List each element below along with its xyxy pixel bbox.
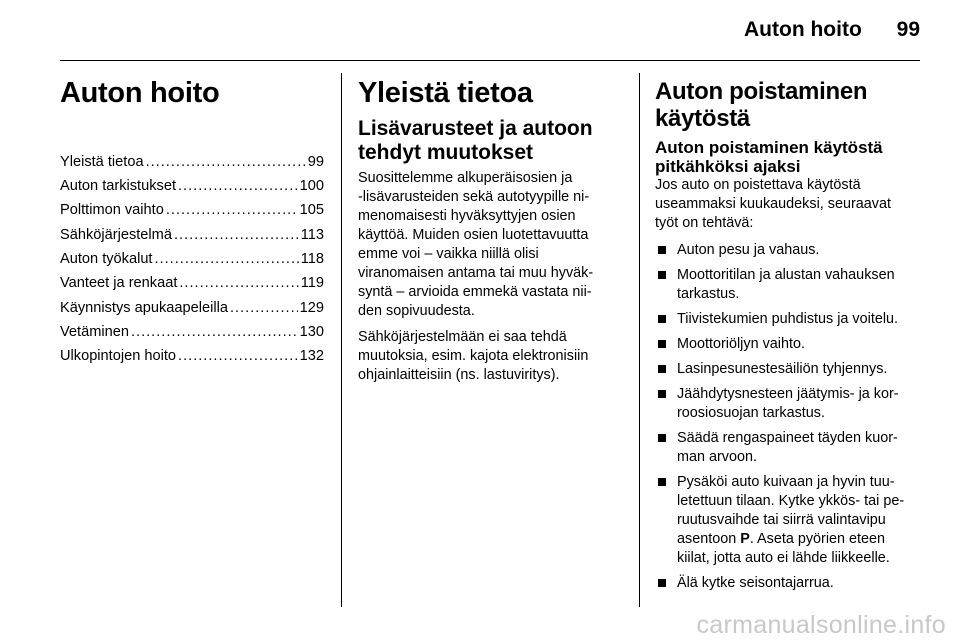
toc-entry[interactable] xyxy=(60,247,324,271)
text-line: tarkastus. xyxy=(677,286,740,303)
toc-entry-page: 129 xyxy=(299,299,324,316)
toc-entry-page: 113 xyxy=(300,226,324,243)
paragraph xyxy=(358,328,626,385)
text-line: Tiivistekumien puhdistus ja voitelu. xyxy=(677,311,899,328)
list-item xyxy=(655,310,923,329)
text-line: viranomaisen antama tai muu hyväk- xyxy=(358,265,594,282)
toc-entry-page: 105 xyxy=(299,202,324,219)
list-item xyxy=(655,360,923,379)
left-column xyxy=(60,78,324,369)
subtitle-line: Lisävarusteet ja autoon xyxy=(358,116,593,140)
middle-column xyxy=(358,78,626,385)
toc-leader-dots xyxy=(230,296,298,320)
toc-entry-label: Auton tarkistukset xyxy=(60,178,176,195)
toc-leader-dots xyxy=(131,320,298,344)
text-line: letettuun tilaan. Kytke ykkös- tai pe- xyxy=(677,493,905,510)
toc-entry-label: Yleistä tietoa xyxy=(60,153,144,170)
toc-leader-dots xyxy=(178,174,298,198)
toc-entry[interactable] xyxy=(60,344,324,368)
text-fragment: . Aseta pyörien eteen xyxy=(749,531,886,548)
text-line: -lisävarusteiden sekä autotyypille ni- xyxy=(358,189,590,206)
list-item xyxy=(655,335,923,354)
list-item xyxy=(655,473,923,568)
toc-entry-label: Vanteet ja renkaat xyxy=(60,275,178,292)
text-line: käyttöä. Muiden osien luotettavuutta xyxy=(358,227,589,244)
text-line: roosiosuojan tarkastus. xyxy=(677,405,825,422)
list-item xyxy=(655,241,923,260)
square-bullet-icon xyxy=(658,340,666,348)
square-bullet-icon xyxy=(658,246,666,254)
list-item xyxy=(655,385,923,423)
toc-entry-label: Polttimon vaihto xyxy=(60,202,164,219)
bold-text: P xyxy=(740,531,750,548)
text-line: muutoksia, esim. kajota elektronisiin xyxy=(358,348,589,365)
text-line: Jäähdytysnesteen jäätymis- ja kor- xyxy=(677,386,899,403)
toc-entry[interactable] xyxy=(60,320,324,344)
toc-entry-label: Käynnistys apukaapeleilla xyxy=(60,299,228,316)
text-line: useammaksi kuukaudeksi, seuraavat xyxy=(655,196,891,213)
text-line: menomaisesti hyväksyttyjen osien xyxy=(358,208,576,225)
square-bullet-icon xyxy=(658,315,666,323)
toc-entry-page: 99 xyxy=(307,153,324,170)
toc-entry-label: Auton työkalut xyxy=(60,251,153,268)
toc-entry-page: 132 xyxy=(299,348,324,365)
toc-leader-dots xyxy=(179,271,298,295)
square-bullet-icon xyxy=(658,478,666,486)
text-line: den sopivuudesta. xyxy=(358,303,475,320)
text-line: työt on tehtävä: xyxy=(655,215,754,232)
running-header-title: Auton hoito xyxy=(744,18,862,41)
toc-entry-page: 100 xyxy=(299,178,324,195)
subtitle-line: Auton poistaminen käytöstä xyxy=(655,138,883,157)
text-line: Pysäköi auto kuivaan ja hyvin tuu- xyxy=(677,474,895,491)
toc-entry-page: 118 xyxy=(300,251,324,268)
column-divider xyxy=(639,73,640,607)
paragraph xyxy=(655,176,923,233)
list-item xyxy=(655,574,923,593)
table-of-contents xyxy=(60,150,324,369)
toc-entry-label: Vetäminen xyxy=(60,323,129,340)
square-bullet-icon xyxy=(658,579,666,587)
toc-entry-page: 119 xyxy=(300,275,324,292)
toc-entry[interactable] xyxy=(60,296,324,320)
paragraph xyxy=(358,169,626,321)
bullet-list xyxy=(655,241,923,593)
title-line: käytöstä xyxy=(655,105,750,132)
chapter-title: Auton hoito xyxy=(60,77,220,109)
toc-entry-label: Sähköjärjestelmä xyxy=(60,226,172,243)
text-line: Älä kytke seisontajarrua. xyxy=(677,575,834,592)
toc-leader-dots xyxy=(174,223,299,247)
list-item xyxy=(655,266,923,304)
text-line: man arvoon. xyxy=(677,449,757,466)
toc-entry[interactable] xyxy=(60,271,324,295)
toc-entry-label: Ulkopintojen hoito xyxy=(60,348,177,365)
text-line: Auton pesu ja vahaus. xyxy=(677,242,820,259)
subtitle-line: pitkähköksi ajaksi xyxy=(655,156,801,176)
toc-leader-dots xyxy=(166,198,298,222)
section-subtitle xyxy=(655,139,923,176)
square-bullet-icon xyxy=(658,390,666,398)
text-fragment: asentoon xyxy=(677,531,741,548)
text-line: Säädä rengaspaineet täyden kuor- xyxy=(677,430,898,447)
section-title xyxy=(655,78,923,132)
toc-entry-page: 130 xyxy=(299,323,324,340)
square-bullet-icon xyxy=(658,271,666,279)
toc-leader-dots xyxy=(178,344,298,368)
title-line: Auton poistaminen xyxy=(655,78,868,105)
text-line: kiilat, jotta auto ei lähde liikkeelle. xyxy=(677,550,890,567)
toc-leader-dots xyxy=(146,150,306,174)
right-column xyxy=(655,78,923,599)
text-line: Suosittelemme alkuperäisosien ja xyxy=(358,170,573,187)
text-line: ohjainlaitteisiin (ns. lastuviritys). xyxy=(358,367,560,384)
toc-entry[interactable] xyxy=(60,150,324,174)
text-line: Moottoritilan ja alustan vahauksen xyxy=(677,267,895,284)
section-title: Yleistä tietoa xyxy=(358,77,533,109)
square-bullet-icon xyxy=(658,434,666,442)
watermark: carmanualsonline.info xyxy=(696,611,946,639)
toc-entry[interactable] xyxy=(60,223,324,247)
subtitle-line: tehdyt muutokset xyxy=(358,141,534,165)
header-rule xyxy=(60,60,920,61)
toc-entry[interactable] xyxy=(60,198,324,222)
text-line: emme voi – vaikka niillä olisi xyxy=(358,246,539,263)
list-item xyxy=(655,429,923,467)
text-line: ruutusvaihde tai siirrä valintavipu xyxy=(677,512,886,529)
text-line: Moottoriöljyn vaihto. xyxy=(677,336,805,353)
toc-entry[interactable] xyxy=(60,174,324,198)
text-line: Sähköjärjestelmään ei saa tehdä xyxy=(358,329,567,346)
page-number: 99 xyxy=(896,18,920,41)
text-line: Jos auto on poistettava käytöstä xyxy=(655,177,861,194)
column-divider xyxy=(341,73,342,607)
section-subtitle xyxy=(358,117,626,166)
text-line: syntä – arvioida emmekä vastata nii- xyxy=(358,284,592,301)
square-bullet-icon xyxy=(658,365,666,373)
text-line: Lasinpesunestesäiliön tyhjennys. xyxy=(677,361,888,378)
toc-leader-dots xyxy=(155,247,299,271)
